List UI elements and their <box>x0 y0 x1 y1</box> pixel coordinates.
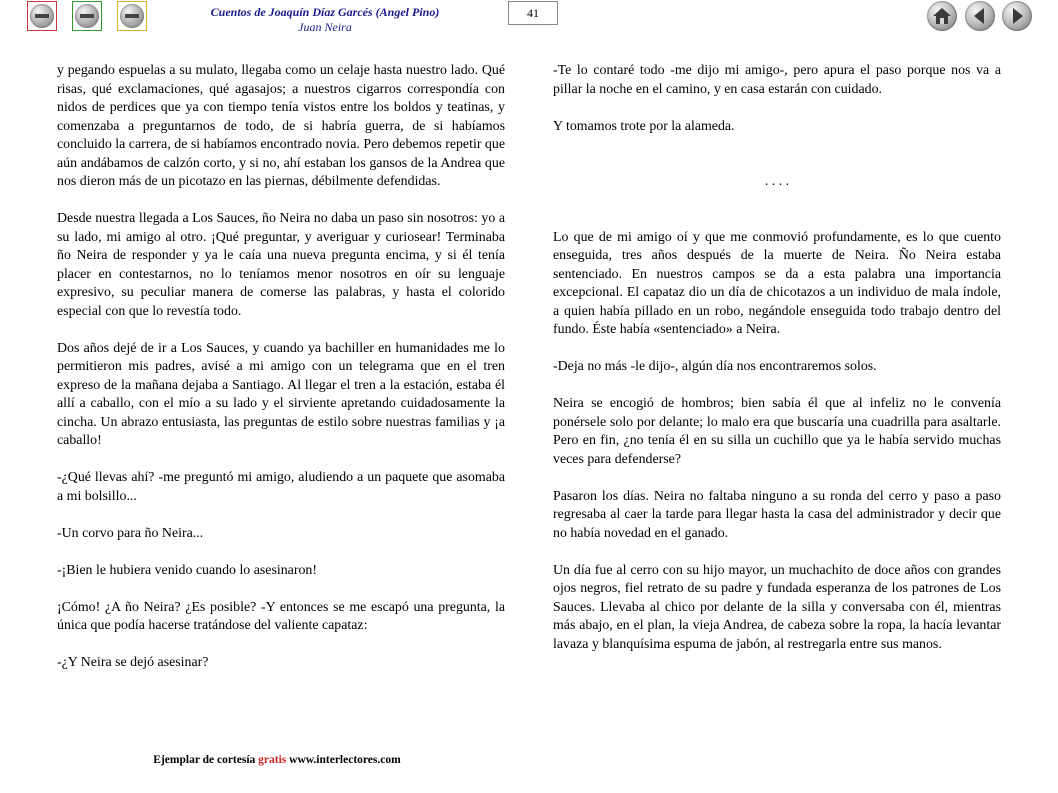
paragraph: Y tomamos trote por la alameda. <box>553 118 735 134</box>
minus-icon <box>120 4 144 28</box>
story-title: Juan Neira <box>298 20 352 34</box>
arrow-left-icon <box>965 1 995 31</box>
home-icon <box>927 1 957 31</box>
paragraph: -Un corvo para ño Neira... <box>57 525 204 541</box>
previous-page-button[interactable] <box>965 1 995 31</box>
page-number: 41 <box>508 1 558 25</box>
arrow-right-icon <box>1002 1 1032 31</box>
paragraph: Pasaron los días. Neira no faltaba ninguno a su ronda del cerro y paso a paso regresaba al caer la tarde para llegar hasta la casa del administrador y decir que no había novedad en el ganado. <box>553 488 1001 541</box>
paragraph: -Te lo contaré todo -me dijo mi amigo-, pero apura el paso porque nos va a pillar la noche en el camino, y en casa estarán con cuidado. <box>553 63 1001 97</box>
restore-window-button[interactable] <box>117 1 147 31</box>
footer-free-label: gratis <box>258 754 287 766</box>
paragraph: -Deja no más -le dijo-, algún día nos encontraremos solos. <box>553 359 877 374</box>
footer-notice <box>0 754 554 766</box>
paragraph: Dos años dejé de ir a Los Sauces, y cuando ya bachiller en humanidades me lo permitieron mis padres, avisé a mi amigo con un telegrama que en el tren expreso de la mañana dejaba a Santiago. Al llegar el tren a la estación, estaba él allí a caballo, con el mío a su lado y el sirviente apretando cuidadosamente la cincha. Un abrazo entusiasta, las preguntas de estilo sobre nuestras familias y ¡a caballo! <box>57 340 505 448</box>
paragraph: Desde nuestra llegada a Los Sauces, ño Neira no daba un paso sin nosotros: yo a su lado, mi amigo al otro. ¡Qué preguntar, y averiguar y curiosear! Terminaba ño Neira de responder y ya le caía una nueva pregunta encima, y si él tenía placer en contestarnos, no lo teníamos menor nosotros en oír su lenguaje expresivo, su peculiar manera de comerse las palabras, y hasta el colorido especial con que lo revestía todo. <box>57 211 505 319</box>
minus-icon <box>75 4 99 28</box>
paragraph: -¿Y Neira se dejó asesinar? <box>57 655 209 670</box>
left-text-column <box>57 62 505 691</box>
home-button[interactable] <box>927 1 957 31</box>
paragraph: Un día fue al cerro con su hijo mayor, un muchachito de doce años con grandes ojos negros, fiel retrato de su padre y fundada esperanza de los patrones de Los Sauces. Llevaba al chico por delante de la silla y conversaba con él, mientras más abajo, en el plan, la vieja Andrea, de cabeza sobre la ropa, la hacía levantar lavaza y blanquísima espuma de jabón, al restregarla entre sus manos. <box>553 562 1001 652</box>
document-header <box>180 5 470 35</box>
close-window-button[interactable] <box>27 1 57 31</box>
minus-icon <box>30 4 54 28</box>
paragraph: Lo que de mi amigo oí y que me conmovió profundamente, es lo que cuento enseguida, tres años después de la muerte de Neira. Ño Neira estaba sentenciado. En nuestros campos se da a esta palabra una importancia excepcional. El capataz dio un día de chicotazos a un individuo de mala índole, a quien había pillado en un robo, negándole enseguida todo trabajo dentro del fundo. Éste había «sentenciado» a Neira. <box>553 229 1001 337</box>
right-text-column <box>553 62 1001 673</box>
next-page-button[interactable] <box>1002 1 1032 31</box>
paragraph: y pegando espuelas a su mulato, llegaba como un celaje hasta nuestro lado. Qué risas, qué exclamaciones, qué agasajos; a nuestros cigarros correspondía con nidos de perdices que ya con tiempo tenía vistos entre los boldos y teatinas, y comenzaba a preguntarnos de todo, de si habría guerra, de si habíamos concluido la carrera, de si habíamos encontrado novia. Pero debemos repetir que aún andábamos de calzón corto, y si no, ahí estaban los gansos de la Andrea que nos dieron más de un picotazo en las piernas, débilmente defendidas. <box>57 63 505 189</box>
paragraph: ¡Cómo! ¿A ño Neira? ¿Es posible? -Y entonces se me escapó una pregunta, la única que podía hacerse tratándose del valiente capataz: <box>57 599 505 633</box>
footer-prefix: Ejemplar de cortesía <box>153 754 256 766</box>
minimize-window-button[interactable] <box>72 1 102 31</box>
paragraph: -¿Qué llevas ahí? -me preguntó mi amigo, aludiendo a un paquete que asomaba a mi bolsillo... <box>57 470 505 504</box>
footer-site-link[interactable]: www.interlectores.com <box>289 754 401 766</box>
book-title: Cuentos de Joaquín Díaz Garcés (Angel Pino) <box>210 5 440 19</box>
paragraph: Neira se encogió de hombros; bien sabía él que al infeliz no le convenía ponérsele solo por delante; lo malo era que buscaría una cuadrilla para asaltarle. Pero en fin, ¿no tenía él en su silla un cuchillo que ya le había servido muchas veces para defenderse? <box>553 396 1001 467</box>
section-separator: . . . . <box>764 174 790 189</box>
paragraph: -¡Bien le hubiera venido cuando lo asesinaron! <box>57 562 317 578</box>
